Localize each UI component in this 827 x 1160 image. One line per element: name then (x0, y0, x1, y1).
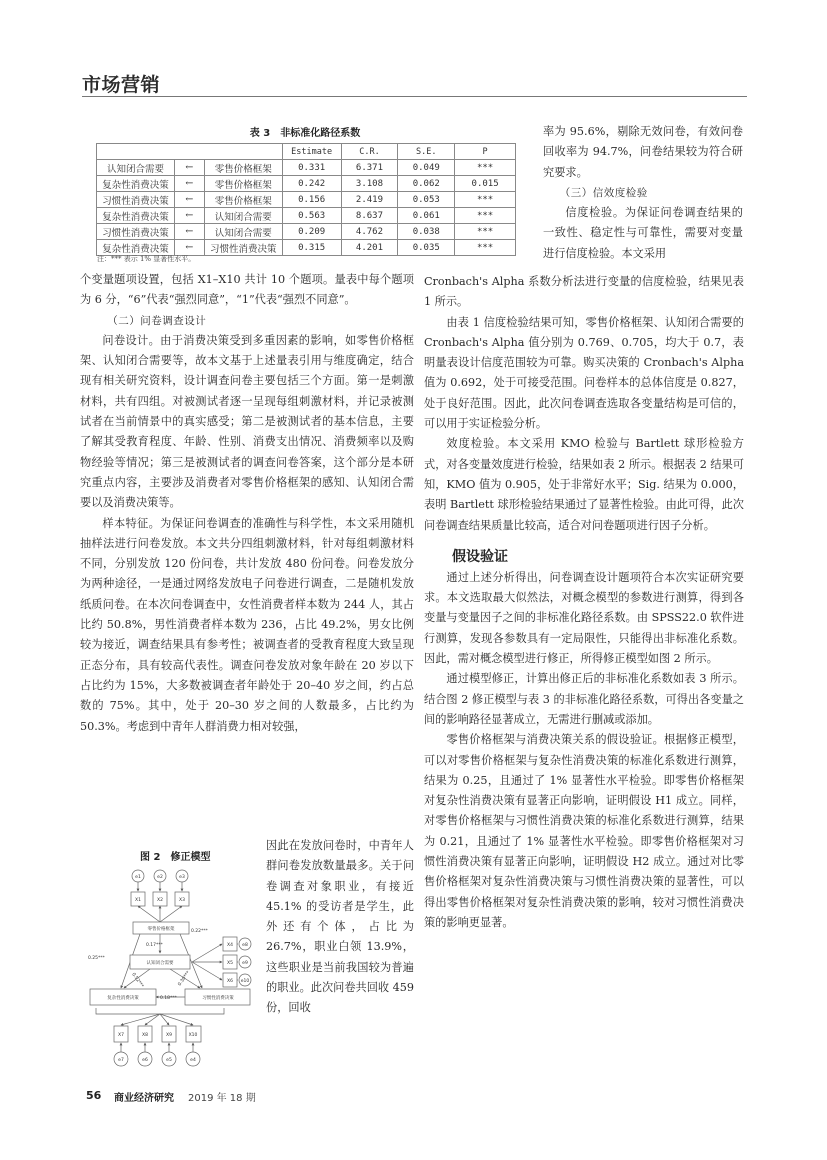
cell-estimate: 0.331 (282, 160, 341, 176)
error-label: e3 (179, 875, 185, 880)
cell-arrow: ← (174, 208, 204, 224)
indicator-label: X10 (188, 1033, 198, 1038)
loading-path (145, 1014, 160, 1025)
path-coefficient-table (96, 143, 516, 256)
cell-dv: 复杂性消费决策 (97, 208, 175, 224)
paragraph: 效度检验。本文采用 KMO 检验与 Bartlett 球形检验方式，对各变量效度进行检验，结果如表 2 所示。根据表 2 结果可知，KMO 值为 0.905，处于非常好水平；Sig. 结果为 0.000，表明 Bartlett 球形检验结果通过了显著性检验。由此可得，此次问卷调查结果质量比较高，适合对问卷题项进行因子分析。 (424, 437, 744, 532)
cell-estimate: 0.315 (282, 240, 341, 256)
indicator-label: X1 (135, 898, 141, 903)
cell-cr: 4.762 (341, 224, 398, 240)
left-column-continued (266, 836, 414, 1019)
column-header: P (455, 144, 516, 160)
cell-cr: 4.201 (341, 240, 398, 256)
paragraph: 率为 95.6%，剔除无效问卷，有效问卷回收率为 94.7%，问卷结果较为符合研究要求。 (543, 125, 743, 179)
left-column (80, 270, 414, 737)
latent-label: 复杂性消费决策 (107, 996, 139, 1001)
paragraph: 由表 1 信度检验结果可知，零售价格框架、认知闭合需要的 Cronbach's Alpha 值分别为 0.769、0.705，均大于 0.7，表明量表设计信度范围较为可靠。购买决策的 Cronbach's Alpha 值为 0.692，处于可接受范围。问卷样本的总体信度是 0.827，处于良好范围。因此，此次问卷调查选取各变量结构是可信的，可以用于实证检验分析。 (424, 315, 744, 431)
indicator-label: X4 (227, 943, 233, 948)
cell-iv: 零售价格框架 (204, 192, 282, 208)
table-header-row (97, 144, 516, 160)
path-coefficient: 0.22*** (191, 929, 208, 934)
decision-bracket (96, 1008, 224, 1014)
cell-se: 0.053 (398, 192, 455, 208)
cell-arrow: ← (174, 192, 204, 208)
cell-iv: 认知闭合需要 (204, 208, 282, 224)
journal-name: 商业经济研究 (114, 1093, 174, 1104)
cell-dv: 复杂性消费决策 (97, 176, 175, 192)
table-header-blank (97, 144, 283, 160)
cell-arrow: ← (174, 160, 204, 176)
indicator-label: X9 (166, 1033, 172, 1038)
loading-path (192, 944, 222, 962)
column-header: S.E. (398, 144, 455, 160)
cell-estimate: 0.209 (282, 224, 341, 240)
paragraph: 问卷设计。由于消费决策受到多重因素的影响，如零售价格框架、认知闭合需要等，故本文基于上述量表引用与维度确定，结合现有相关研究资料，设计调查问卷主要包括三个方面。第一是刺激材料，共有四组。对被测试者逐一呈现每组刺激材料，并记录被测试者在当前情景中的真实感受；第二是被测试者的基本信息，主要了解其受教育程度、年龄、性别、消费支出情况、消费频率以及购物经验等情况；第三是被测试者的调查问卷答案，这个部分是本研究重点内容，主要涉及消费者对零售价格框架的感知、认知闭合需要以及消费决策等。 (80, 333, 414, 510)
subsection-heading: （二）问卷调查设计 (107, 314, 207, 327)
table-row (97, 176, 516, 192)
cell-cr: 8.637 (341, 208, 398, 224)
cell-se: 0.035 (398, 240, 455, 256)
latent-label: 认知闭合需要 (146, 961, 174, 966)
error-label: e6 (142, 1058, 148, 1063)
path-coefficient: 0.25*** (88, 956, 105, 961)
paragraph: 信度检验。为保证问卷调查结果的一致性、稳定性与可靠性，需要对变量进行信度检验。本文采用 (543, 206, 743, 260)
column-header: Estimate (282, 144, 341, 160)
cell-iv: 习惯性消费决策 (204, 240, 282, 256)
table-caption: 表 3 非标准化路径系数 (249, 128, 361, 139)
cell-dv: 习惯性消费决策 (97, 224, 175, 240)
cell-estimate: 0.242 (282, 176, 341, 192)
cell-p: *** (455, 208, 516, 224)
right-column (424, 272, 744, 933)
loading-path (192, 962, 222, 980)
error-label: e10 (240, 979, 250, 984)
indicator-label: X5 (227, 961, 233, 966)
error-label: e4 (190, 1058, 196, 1063)
cell-dv: 认知闭合需要 (97, 160, 175, 176)
column-header: C.R. (341, 144, 398, 160)
latent-label: 零售价格框架 (147, 927, 175, 932)
paragraph: 样本特征。为保证问卷调查的准确性与科学性，本文采用随机抽样法进行问卷发放。本文共分四组刺激材料，针对每组刺激材料不同，分别发放 120 份问卷，共计发放 480 份问卷。问卷发放分为两种途径，一是通过网络发放电子问卷进行调查，二是随机发放纸质问卷。在本次问卷调查中，女性消费者样本数为 244 人，其占比约 50.8%，男性消费者样本数为 236，占比 49.2%，男女比例较为接近，调查结果具有参考性；被调查者的受教育程度大致呈现正态分布，具有较高代表性。调查问卷发放对象年龄在 20 岁以下占比约为 15%，大多数被调查者年龄处于 20–40 岁之间，约占总数的 75%。其中，处于 20–30 岁之间的人数最多，占比约为 50.3%。考虑到中青年人群消费力相对较强， (80, 516, 414, 733)
cell-arrow: ← (174, 240, 204, 256)
section-heading: 假设验证 (452, 548, 508, 565)
loading-path (138, 906, 160, 922)
cell-dv: 复杂性消费决策 (97, 240, 175, 256)
page-number: 56 (86, 1089, 102, 1102)
cell-dv: 习惯性消费决策 (97, 192, 175, 208)
cell-iv: 零售价格框架 (204, 160, 282, 176)
section-header-title: 市场营销 (82, 74, 161, 96)
table-row (97, 192, 516, 208)
cell-se: 0.062 (398, 176, 455, 192)
indicator-label: X8 (142, 1033, 148, 1038)
figure-caption: 图 2 修正模型 (140, 852, 211, 863)
cell-p: 0.015 (455, 176, 516, 192)
table-row (97, 224, 516, 240)
cell-cr: 2.419 (341, 192, 398, 208)
loading-path (160, 906, 182, 922)
paragraph: Cronbach's Alpha 系数分析法进行变量的信度检验，结果见表 1 所示。 (424, 275, 744, 309)
cell-iv: 认知闭合需要 (204, 224, 282, 240)
error-label: e8 (242, 943, 248, 948)
error-label: e9 (242, 961, 248, 966)
paragraph: 通过上述分析得出，问卷调查设计题项符合本次实证研究要求。本文选取最大似然法，对概念模型的参数进行测算，得到各变量与变量因子之间的非标准化路径系数。由 SPSS22.0 软件进行测算，发现各参数具有一定局限性，只能得出非标准化系数。因此，需对概念模型进行修正，所得修正模型如图 2 所示。 (424, 570, 744, 666)
path-coefficient: 0.52*** (130, 972, 145, 989)
cell-se: 0.061 (398, 208, 455, 224)
cell-cr: 3.108 (341, 176, 398, 192)
error-label: e1 (135, 875, 141, 880)
error-label: e2 (157, 875, 163, 880)
indicator-label: X3 (179, 898, 185, 903)
cell-p: *** (455, 160, 516, 176)
right-column-top (543, 122, 743, 264)
path-coefficient: 0.17*** (146, 943, 163, 948)
paragraph: 个变量题项设置，包括 X1–X10 共计 10 个题项。量表中每个题项为 6 分，“6”代表“强烈同意”，“1”代表“强烈不同意”。 (80, 273, 414, 307)
subsection-heading: （三）信效度检验 (559, 186, 648, 199)
cell-se: 0.049 (398, 160, 455, 176)
indicator-label: X7 (118, 1033, 124, 1038)
cell-arrow: ← (174, 224, 204, 240)
error-label: e7 (118, 1058, 124, 1063)
paragraph: 零售价格框架与消费决策关系的假设验证。根据修正模型，可以对零售价格框架与复杂性消费决策的标准化系数进行测算，结果为 0.25，且通过了 1% 显著性水平检验。即零售价格框架对复杂性消费决策有显著正向影响，证明假设 H1 成立。同样，对零售价格框架与习惯性消费决策的标准化系数进行测算，结果为 0.21，且通过了 1% 显著性水平检验。即零售价格框架对习惯性消费决策有显著正向影响，证明假设 H2 成立。通过对比零售价格框架对复杂性消费决策与习惯性消费决策的显著性，可以得出零售价格框架对复杂性消费决策的影响，较对习惯性消费决策的影响更显著。 (424, 733, 744, 929)
error-label: e5 (166, 1058, 172, 1063)
cell-p: *** (455, 192, 516, 208)
cell-p: *** (455, 224, 516, 240)
cell-estimate: 0.156 (282, 192, 341, 208)
indicator-label: X6 (227, 979, 233, 984)
cell-arrow: ← (174, 176, 204, 192)
journal-issue: 2019 年 18 期 (188, 1093, 256, 1104)
latent-label: 习惯性消费决策 (202, 996, 234, 1001)
paragraph: 因此在发放问卷时，中青年人群问卷发放数量最多。关于问卷调查对象职业，有接近 45.1% 的受访者是学生，此外还有个体，占比为 26.7%，职业白领 13.9%，这些职业是当前我国较为普遍的职业。此次问卷共回收 459 份，回收 (266, 839, 414, 1015)
path-coefficient: 0.30*** (177, 970, 192, 988)
indicator-label: X2 (157, 898, 163, 903)
table-row (97, 208, 516, 224)
path-coefficient: 0.18*** (160, 996, 177, 1001)
paragraph: 通过模型修正，计算出修正后的非标准化系数如表 3 所示。结合图 2 修正模型与表 3 的非标准化路径系数，可得出各变量之间的影响路径显著成立，无需进行删减或添加。 (424, 672, 744, 726)
cell-cr: 6.371 (341, 160, 398, 176)
modified-model-diagram (88, 862, 264, 1072)
cell-iv: 零售价格框架 (204, 176, 282, 192)
header-divider (82, 96, 747, 97)
loading-path (121, 1014, 160, 1025)
table-note: 注：*** 表示 1% 显著性水平。 (97, 255, 196, 263)
cell-p: *** (455, 240, 516, 256)
cell-se: 0.038 (398, 224, 455, 240)
cell-estimate: 0.563 (282, 208, 341, 224)
table-row (97, 160, 516, 176)
